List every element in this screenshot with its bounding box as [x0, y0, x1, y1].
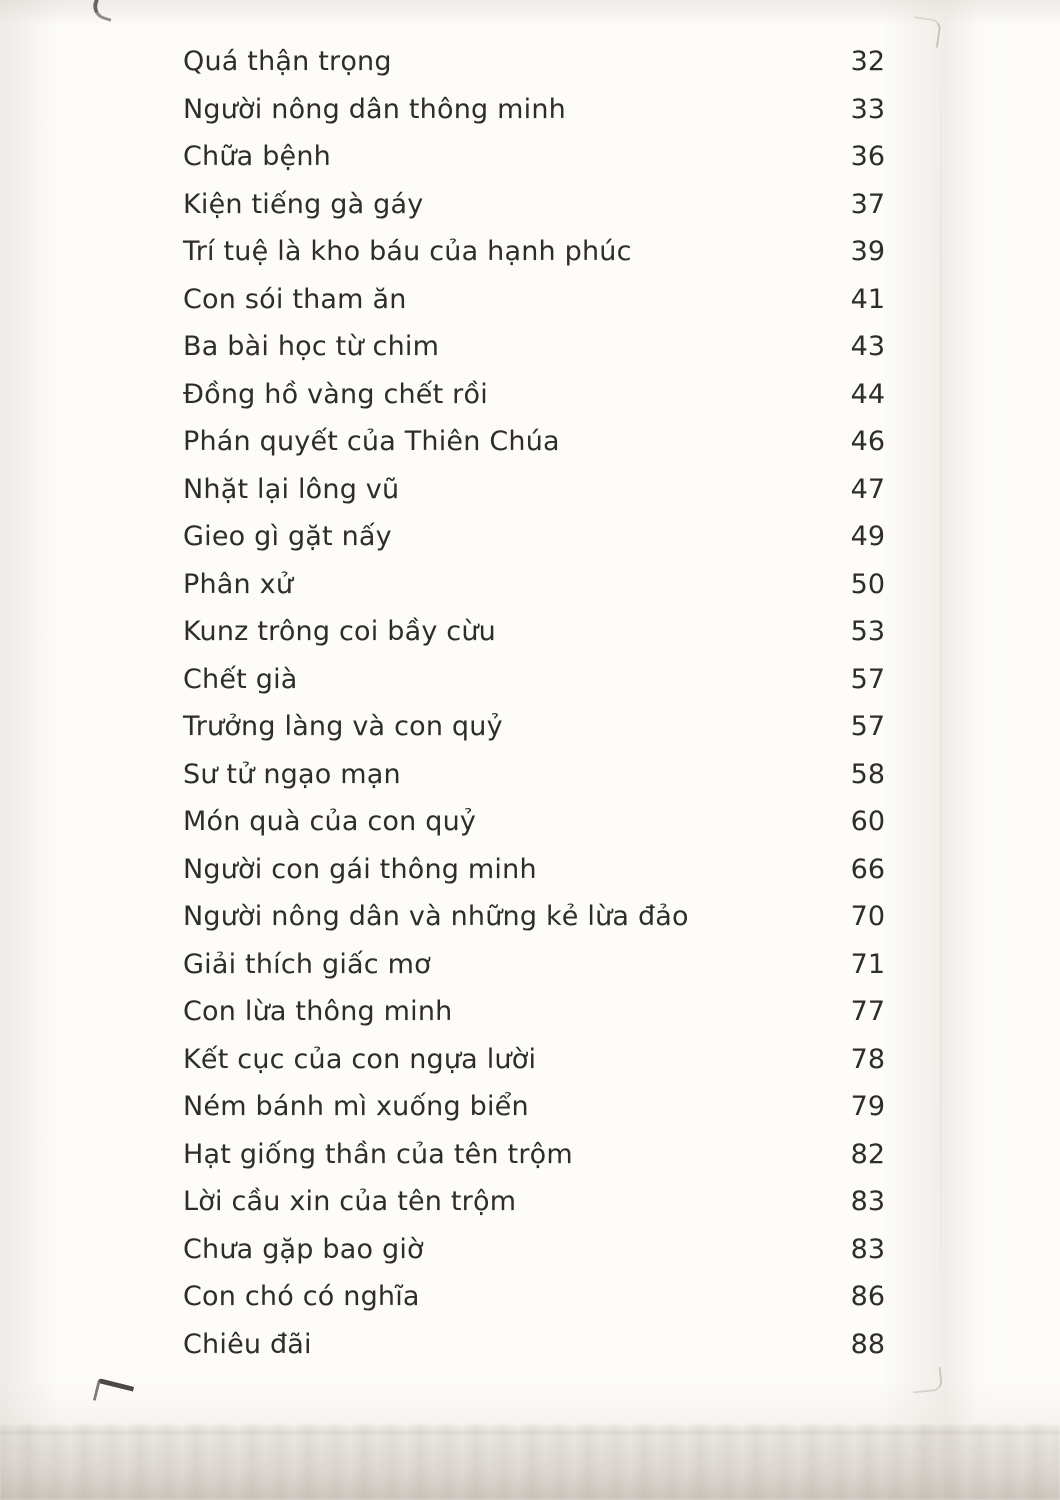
toc-entry-title: Con sói tham ăn	[183, 283, 407, 315]
toc-entry	[183, 236, 885, 284]
toc-entry-title: Hạt giống thần của tên trộm	[183, 1138, 573, 1170]
scan-edge-shadow	[940, 30, 942, 1330]
scan-corner-mark-bottom-right	[911, 1366, 943, 1393]
toc-entry-page-number: 79	[850, 1091, 885, 1122]
toc-entry	[183, 664, 885, 712]
toc-entry	[183, 46, 885, 94]
toc-entry	[183, 189, 885, 237]
toc-entry-title: Ba bài học từ chim	[183, 331, 440, 362]
toc-entry-page-number: 39	[850, 236, 885, 267]
toc-entry-page-number: 32	[850, 46, 885, 77]
toc-entry-title: Kiện tiếng gà gáy	[183, 188, 424, 220]
toc-entry-title: Phán quyết của Thiên Chúa	[183, 426, 560, 457]
toc-entry	[183, 379, 885, 427]
toc-entry	[183, 331, 885, 379]
toc-entry-title: Con lừa thông minh	[183, 996, 453, 1027]
toc-entry	[183, 94, 885, 142]
toc-entry-title: Chiêu đãi	[183, 1328, 312, 1360]
toc-entry-title: Con chó có nghĩa	[183, 1281, 420, 1312]
toc-entry	[183, 1186, 885, 1234]
toc-entry	[183, 521, 885, 569]
toc-entry-title: Người nông dân và những kẻ lừa đảo	[183, 901, 689, 932]
toc-entry	[183, 426, 885, 474]
toc-entry	[183, 474, 885, 522]
toc-entry-page-number: 58	[850, 758, 885, 790]
toc-entry-page-number: 83	[850, 1233, 885, 1265]
toc-entry-title: Chữa bệnh	[183, 141, 331, 172]
toc-entry-page-number: 77	[850, 996, 885, 1027]
toc-entry-page-number: 70	[850, 901, 885, 932]
toc-entry-page-number: 88	[850, 1328, 885, 1360]
toc-entry-title: Ném bánh mì xuống biển	[183, 1091, 529, 1122]
toc-entry-title: Trí tuệ là kho báu của hạnh phúc	[183, 236, 632, 267]
scan-corner-mark-top-right	[910, 16, 942, 48]
toc-entry	[183, 569, 885, 617]
toc-entry	[183, 711, 885, 759]
toc-entry-title: Lời cầu xin của tên trộm	[183, 1186, 517, 1217]
toc-entry-page-number: 33	[850, 93, 885, 125]
toc-entry-page-number: 57	[850, 663, 885, 695]
toc-entry-title: Phân xử	[183, 568, 294, 600]
toc-entry-page-number: 83	[850, 1186, 885, 1217]
toc-entry-title: Chưa gặp bao giờ	[183, 1233, 424, 1265]
toc-entry-page-number: 57	[850, 711, 885, 742]
toc-entry	[183, 1281, 885, 1329]
toc-entry	[183, 1234, 885, 1282]
toc-entry	[183, 1091, 885, 1139]
toc-entry	[183, 759, 885, 807]
toc-entry-page-number: 46	[850, 426, 885, 457]
toc-entry-title: Quá thận trọng	[183, 46, 392, 77]
toc-entry-title: Kết cục của con ngựa lười	[183, 1043, 537, 1075]
toc-entry-title: Người nông dân thông minh	[183, 93, 566, 125]
toc-entry-page-number: 82	[850, 1138, 885, 1170]
toc-entry-page-number: 43	[850, 331, 885, 362]
toc-entry-page-number: 53	[850, 616, 885, 647]
toc-entry-page-number: 36	[850, 141, 885, 172]
toc-entry	[183, 854, 885, 902]
toc-entry-page-number: 86	[850, 1281, 885, 1312]
toc-entry-title: Đồng hồ vàng chết rồi	[183, 378, 488, 410]
toc-entry	[183, 284, 885, 332]
toc-entry-title: Nhặt lại lông vũ	[183, 473, 400, 505]
toc-entry-title: Người con gái thông minh	[183, 853, 537, 885]
toc-entry-page-number: 78	[850, 1043, 885, 1075]
toc-entry-page-number: 50	[850, 568, 885, 600]
toc-entry	[183, 806, 885, 854]
toc-entry-title: Kunz trông coi bầy cừu	[183, 616, 496, 647]
toc-entry-page-number: 41	[850, 283, 885, 315]
scan-fold-mark-bottom-left	[93, 1378, 134, 1409]
toc-entry	[183, 141, 885, 189]
toc-entry-title: Gieo gì gặt nấy	[183, 521, 392, 552]
toc-entry	[183, 901, 885, 949]
toc-entry-title: Giải thích giấc mơ	[183, 948, 431, 980]
toc-entry-page-number: 71	[850, 948, 885, 980]
toc-entry-page-number: 47	[850, 473, 885, 505]
toc-entry-page-number: 66	[850, 853, 885, 885]
toc-entry-page-number: 49	[850, 521, 885, 552]
toc-entry	[183, 949, 885, 997]
toc-entry-page-number: 37	[850, 188, 885, 220]
toc-entry-title: Trưởng làng và con quỷ	[183, 711, 503, 742]
toc-entry	[183, 616, 885, 664]
toc-entry-page-number: 44	[850, 378, 885, 410]
toc-entry-title: Món quà của con quỷ	[183, 806, 477, 837]
toc-entry	[183, 1329, 885, 1377]
bottom-ornament-ghost	[0, 1425, 1060, 1500]
toc-entry	[183, 1139, 885, 1187]
toc-entry-title: Sư tử ngạo mạn	[183, 758, 401, 790]
table-of-contents	[183, 46, 885, 1376]
scan-corner-mark-top-left	[90, 0, 119, 22]
toc-entry	[183, 996, 885, 1044]
toc-entry-title: Chết già	[183, 663, 298, 695]
toc-entry-page-number: 60	[850, 806, 885, 837]
toc-entry	[183, 1044, 885, 1092]
